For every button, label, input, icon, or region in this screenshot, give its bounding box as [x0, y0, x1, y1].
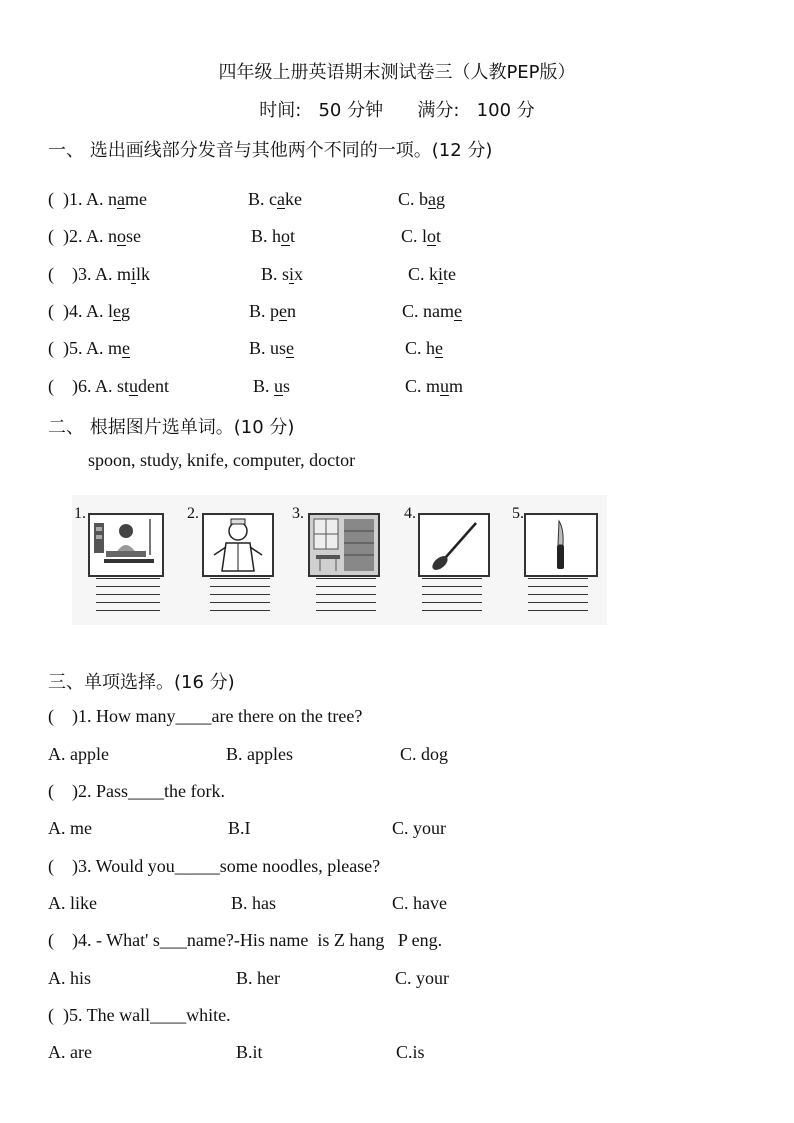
option-b: [248, 189, 302, 210]
option-b: [249, 338, 294, 359]
item-number[interactable]: ( )3. A.: [48, 264, 117, 284]
answer-lines[interactable]: [316, 578, 376, 618]
question-2: ( )2. Pass____the fork.: [48, 781, 225, 801]
option-c: [405, 338, 443, 359]
section1-heading: 一、 选出画线部分发音与其他两个不同的一项。(12 分): [48, 140, 493, 161]
word-part: dent: [138, 376, 170, 396]
option-c: [398, 189, 445, 210]
option-c: [402, 301, 462, 322]
study-room-icon: [310, 515, 378, 575]
option-a[interactable]: A. me: [48, 818, 92, 838]
picture-number: 5.: [512, 505, 524, 522]
underlined-letter: o: [281, 226, 291, 246]
word-part: ke: [285, 189, 302, 209]
option-a-group: [48, 376, 169, 397]
option-c[interactable]: C. your: [392, 818, 446, 838]
answer-lines[interactable]: [422, 578, 482, 618]
exam-info: 时间: 50 分钟 满分: 100 分: [259, 100, 535, 121]
question-1: ( )1. How many____are there on the tree?: [48, 706, 363, 726]
picture-number: 2.: [187, 505, 199, 522]
option-b[interactable]: B.I: [228, 818, 251, 838]
word-part: C. l: [401, 226, 428, 246]
underlined-letter: e: [286, 338, 295, 358]
option-b[interactable]: B. apples: [226, 744, 293, 764]
option-a-group: [48, 189, 147, 210]
doctor-icon: [204, 515, 272, 575]
word-part: C. m: [405, 376, 441, 396]
underlined-letter: a: [428, 189, 437, 209]
option-b[interactable]: B. her: [236, 968, 280, 988]
option-a-group: [48, 301, 130, 322]
underlined-letter: e: [454, 301, 462, 321]
item-number[interactable]: ( )5. A.: [48, 338, 108, 358]
word-part: C. b: [398, 189, 429, 209]
word-part: n: [287, 301, 297, 321]
word-part: m: [108, 338, 123, 358]
underlined-letter: e: [279, 301, 288, 321]
word-part: me: [125, 189, 147, 209]
word-part: g: [121, 301, 131, 321]
item-number[interactable]: ( )6. A.: [48, 376, 117, 396]
option-c[interactable]: C.is: [396, 1042, 425, 1062]
underlined-letter: a: [117, 189, 125, 209]
section1-item: [48, 226, 748, 252]
section1-item: [48, 301, 748, 327]
word-part: C. h: [405, 338, 436, 358]
option-c[interactable]: C. your: [395, 968, 449, 988]
option-a-group: [48, 264, 150, 285]
spoon-picture: [418, 513, 490, 577]
word-part: s: [283, 376, 291, 396]
word-part: m: [117, 264, 132, 284]
word-part: t: [436, 226, 442, 246]
option-a[interactable]: A. like: [48, 893, 97, 913]
option-a[interactable]: A. his: [48, 968, 92, 988]
word-part: te: [443, 264, 457, 284]
option-a[interactable]: A. are: [48, 1042, 92, 1062]
word-part: B.: [253, 376, 275, 396]
section2-heading: 二、 根据图片选单词。(10 分): [48, 417, 295, 438]
study-picture: [308, 513, 380, 577]
option-c: [408, 264, 456, 285]
page-title: 四年级上册英语期末测试卷三（人教PEP版）: [218, 62, 576, 83]
question-5: ( )5. The wall____white.: [48, 1005, 231, 1025]
question-3: ( )3. Would you_____some noodles, please?: [48, 856, 381, 876]
section1-item: [48, 264, 748, 290]
answer-lines[interactable]: [96, 578, 160, 618]
word-part: m: [449, 376, 464, 396]
underlined-letter: e: [122, 338, 131, 358]
section1-item: [48, 376, 748, 402]
option-a-group: [48, 226, 141, 247]
underlined-letter: e: [113, 301, 122, 321]
option-b: [261, 264, 303, 285]
picture-number: 4.: [404, 505, 416, 522]
option-c: [401, 226, 441, 247]
underlined-letter: i: [131, 264, 137, 284]
item-number[interactable]: ( )2. A.: [48, 226, 108, 246]
underlined-letter: i: [438, 264, 444, 284]
option-a-group: [48, 338, 130, 359]
word-part: C. nam: [402, 301, 454, 321]
item-number[interactable]: ( )4. A.: [48, 301, 108, 321]
underlined-letter: o: [427, 226, 437, 246]
option-a[interactable]: A. apple: [48, 744, 109, 764]
question-4: ( )4. - What' s___name?-His name is Z hang P eng.: [48, 930, 443, 950]
option-b[interactable]: B.it: [236, 1042, 263, 1062]
computer-picture: [88, 513, 164, 577]
word-part: g: [436, 189, 446, 209]
underlined-letter: i: [289, 264, 295, 284]
word-part: B. h: [251, 226, 282, 246]
knife-icon: [526, 515, 596, 575]
word-part: n: [108, 189, 117, 209]
answer-lines[interactable]: [528, 578, 588, 618]
word-part: B. s: [261, 264, 290, 284]
picture-number: 1.: [74, 505, 86, 522]
word-part: l: [108, 301, 114, 321]
underlined-letter: u: [129, 376, 139, 396]
option-b: [253, 376, 290, 397]
word-part: B. c: [248, 189, 277, 209]
computer-icon: [90, 515, 162, 575]
word-part: st: [117, 376, 130, 396]
underlined-letter: o: [117, 226, 126, 246]
answer-lines[interactable]: [210, 578, 270, 618]
word-part: se: [126, 226, 141, 246]
word-bank: spoon, study, knife, computer, doctor: [88, 450, 356, 470]
word-part: B. us: [249, 338, 287, 358]
word-part: B. p: [249, 301, 280, 321]
doctor-picture: [202, 513, 274, 577]
section3-heading: 三、单项选择。(16 分): [48, 672, 235, 693]
word-part: C. k: [408, 264, 439, 284]
underlined-letter: a: [277, 189, 285, 209]
underlined-letter: e: [435, 338, 444, 358]
section1-item: [48, 338, 748, 364]
spoon-icon: [420, 515, 488, 575]
option-b[interactable]: B. has: [231, 893, 276, 913]
word-part: t: [290, 226, 296, 246]
option-c: [405, 376, 463, 397]
option-b: [249, 301, 296, 322]
underlined-letter: u: [440, 376, 450, 396]
option-c[interactable]: C. have: [392, 893, 447, 913]
word-part: lk: [136, 264, 151, 284]
option-b: [251, 226, 295, 247]
option-c[interactable]: C. dog: [400, 744, 449, 764]
item-number[interactable]: ( )1. A.: [48, 189, 108, 209]
picture-number: 3.: [292, 505, 304, 522]
section1-item: [48, 189, 748, 215]
underlined-letter: u: [274, 376, 284, 396]
word-part: n: [108, 226, 117, 246]
word-part: x: [294, 264, 304, 284]
knife-picture: [524, 513, 598, 577]
